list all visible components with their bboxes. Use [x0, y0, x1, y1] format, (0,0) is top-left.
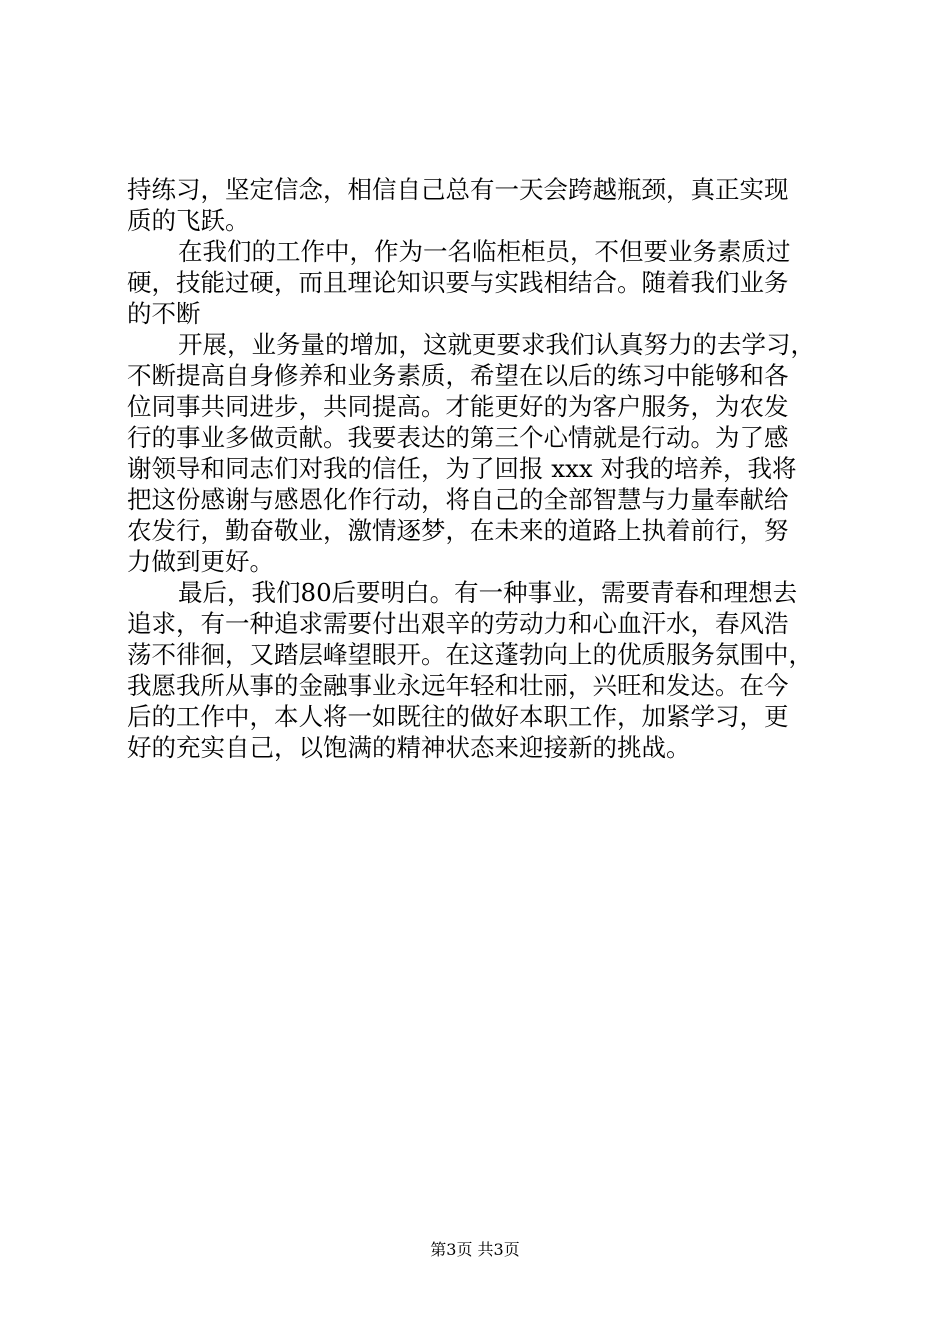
text-line: 把这份感谢与感恩化作行动，将自己的全部智慧与力量奉献给 [127, 485, 789, 514]
text-line: 追求，有一种追求需要付出艰辛的劳动力和心血汗水，春风浩 [127, 609, 789, 638]
paragraph-start-line: 最后，我们80后要明白。有一种事业，需要青春和理想去 [178, 578, 798, 607]
text-line: 后的工作中，本人将一如既往的做好本职工作，加紧学习，更 [127, 702, 789, 731]
text-line: 位同事共同进步，共同提高。才能更好的为客户服务，为农发 [127, 392, 789, 421]
text-line: 不断提高自身修养和业务素质，希望在以后的练习中能够和各 [127, 361, 789, 390]
text-line: 的不断 [127, 299, 201, 328]
text-line: 谢领导和同志们对我的信任，为了回报 xxx 对我的培养，我将 [127, 454, 797, 483]
text-line: 好的充实自己，以饱满的精神状态来迎接新的挑战。 [127, 733, 691, 762]
text-line: 质的飞跃。 [127, 206, 250, 235]
document-body [127, 174, 857, 763]
text-line: 荡不徘徊，又踏层峰望眼开。在这蓬勃向上的优质服务氛围中， [127, 640, 813, 669]
text-line: 力做到更好。 [127, 547, 274, 576]
text-line: 我愿我所从事的金融事业永远年轻和壮丽，兴旺和发达。在今 [127, 671, 789, 700]
page-number-footer: 第3页 共3页 [430, 1240, 520, 1259]
text-line: 持练习，坚定信念，相信自己总有一天会跨越瓶颈，真正实现 [127, 175, 789, 204]
paragraph-start-line: 开展，业务量的增加，这就更要求我们认真努力的去学习， [178, 330, 815, 359]
text-line: 硬，技能过硬，而且理论知识要与实践相结合。随着我们业务 [127, 268, 789, 297]
text-line: 农发行，勤奋敬业，激情逐梦，在未来的道路上执着前行，努 [127, 516, 789, 545]
paragraph-start-line: 在我们的工作中，作为一名临柜柜员，不但要业务素质过 [178, 237, 791, 266]
text-line: 行的事业多做贡献。我要表达的第三个心情就是行动。为了感 [127, 423, 789, 452]
